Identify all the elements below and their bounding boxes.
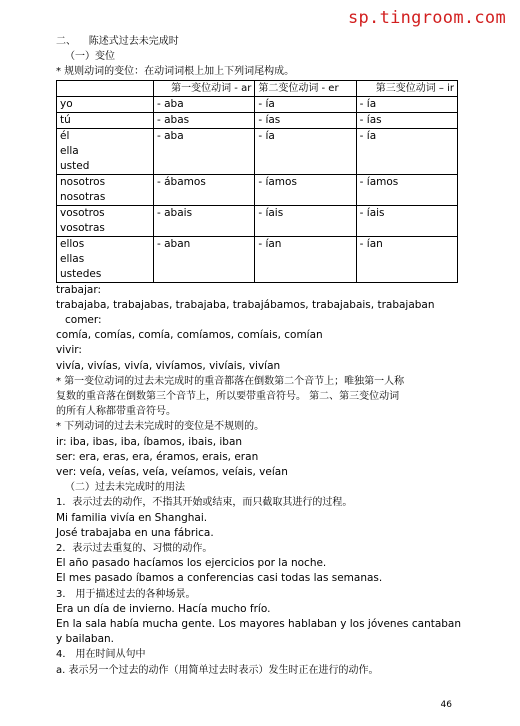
table-header-cell: 第二变位动词 - er (255, 80, 356, 96)
table-header-cell (57, 80, 154, 96)
ending-cell: - ía (356, 128, 457, 174)
person-cell: él ella usted (57, 128, 154, 174)
person-cell: yo (57, 96, 154, 112)
ending-cell: - íais (356, 205, 457, 236)
example-sentence: El mes pasado íbamos a conferencias casi todas las semanas. (56, 572, 383, 585)
ending-cell: - abais (154, 205, 255, 236)
conjugation-table (56, 80, 458, 283)
irregular-verb-line: ser: era, eras, era, éramos, erais, eran (56, 450, 259, 463)
ending-cell: - ábamos (154, 174, 255, 205)
usage-heading: 4． 用在时间从句中 (56, 649, 146, 661)
verb-label: comer: (65, 314, 102, 327)
ending-cell: - aba (154, 96, 255, 112)
person-cell: nosotros nosotras (57, 174, 154, 205)
person-cell: vosotros vosotras (57, 205, 154, 236)
usage-heading: 3． 用于描述过去的各种场景。 (56, 588, 196, 600)
ending-cell: - aba (154, 128, 255, 174)
irregular-verb-line: ir: iba, ibas, iba, íbamos, ibais, iban (56, 435, 243, 448)
conjugation-line: comía, comías, comía, comíamos, comíais, comían (56, 329, 323, 342)
ending-cell: - ía (356, 96, 457, 112)
irregular-verb-line: ver: veía, veías, veía, veíamos, veíais, veían (56, 466, 288, 479)
table-header-cell: 第三变位动词 – ir (356, 80, 457, 96)
ending-cell: - ía (255, 128, 356, 174)
irregular-note: * 下列动词的过去未完成时的变位是不规则的。 (56, 421, 265, 433)
person-cell: tú (57, 112, 154, 128)
table-row (57, 174, 458, 205)
verb-label: vivir: (56, 344, 82, 357)
ending-cell: - ían (356, 236, 457, 282)
table-row (57, 205, 458, 236)
ending-cell: - abas (154, 112, 255, 128)
ending-cell: - íamos (356, 174, 457, 205)
ending-cell: - íamos (255, 174, 356, 205)
example-sentence: Mi familia vivía en Shanghai. (56, 511, 208, 524)
usage-heading: 2．表示过去重复的、习惯的动作。 (56, 543, 213, 555)
stress-note: * 第一变位动词的过去未完成时的重音都落在倒数第二个音节上；唯独第一人称 (56, 375, 405, 387)
ending-cell: - íais (255, 205, 356, 236)
document-body (56, 34, 466, 678)
ending-cell: - ías (356, 112, 457, 128)
stress-note: 复数的重音落在倒数第三个音节上，所以要带重音符号。 第二、第三变位动词 (56, 391, 400, 403)
conjugation-line: vivía, vivías, vivía, vivíamos, vivíais, vivían (56, 359, 281, 372)
watermark: sp.tingroom.com (347, 8, 506, 28)
usage-heading: a. 表示另一个过去的动作（用简单过去时表示）发生时正在进行的动作。 (56, 664, 379, 676)
section-title: 二、 陈述式过去未完成时 (56, 36, 179, 47)
example-sentence: y bailaban. (56, 633, 115, 646)
ending-cell: - ías (255, 112, 356, 128)
ending-cell: - ían (255, 236, 356, 282)
usage-heading: 1．表示过去的动作，不指其开始或结束，而只截取其进行的过程。 (56, 497, 353, 509)
ending-cell: - ía (255, 96, 356, 112)
table-row (57, 128, 458, 174)
ending-cell: - aban (154, 236, 255, 282)
table-row (57, 96, 458, 112)
example-sentence: José trabajaba en una fábrica. (56, 526, 214, 539)
example-sentence: Era un día de invierno. Hacía mucho frío. (56, 602, 271, 615)
table-header-cell: 第一变位动词 - ar (154, 80, 255, 96)
table-row (57, 112, 458, 128)
example-sentence: El año pasado hacíamos los ejercicios por la noche. (56, 557, 327, 570)
stress-note: 的所有人称都带重音符号。 (56, 406, 176, 418)
table-row (57, 236, 458, 282)
subsection-title: （二）过去未完成时的用法 (65, 482, 185, 494)
page-number: 46 (440, 700, 452, 710)
table-header-row (57, 80, 458, 96)
example-sentence: En la sala había mucha gente. Los mayores hablaban y los jóvenes cantaban (56, 618, 462, 631)
person-cell: ellos ellas ustedes (57, 236, 154, 282)
rule-note: * 规则动词的变位：在动词词根上加上下列词尾构成。 (56, 66, 295, 78)
conjugation-line: trabajaba, trabajabas, trabajaba, trabajábamos, trabajabais, trabajaban (56, 298, 435, 311)
verb-label: trabajar: (56, 283, 101, 296)
subsection-title: （一）变位 (65, 51, 115, 63)
